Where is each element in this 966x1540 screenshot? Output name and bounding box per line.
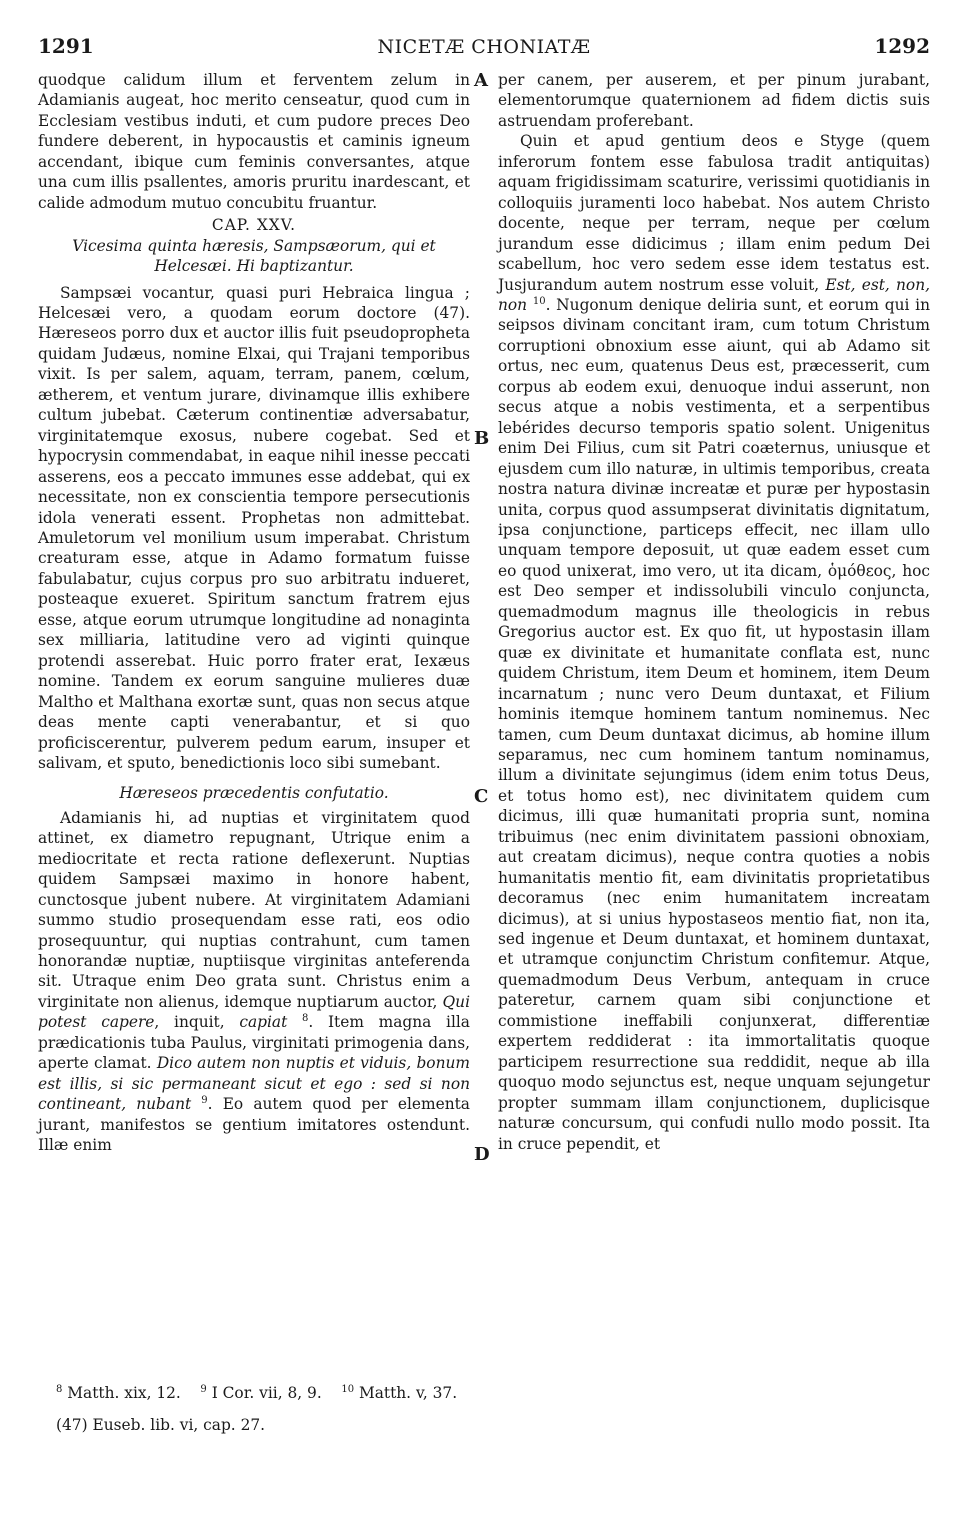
left-paragraph-1: quodque calidum illum et ferventem zelum in Adamianis augeat, hoc merito censeatur, quod cum in Ecclesiam vestibus induti, et cum pudore preces Deo fundere deberent, in hypocaustis et caminis igneum accendant, ibique cum feminis conversantes, atque una cum illis psallentes, amoris pruritu inardescant, et calide admodum mutuo concubitu fruantur.: [38, 71, 470, 212]
footnote-number: 10: [341, 1383, 355, 1395]
chapter-heading: CAP. XXV.: [211, 216, 297, 235]
text-segment: , inquit,: [154, 1013, 240, 1032]
text-segment: Quin et apud gentium deos e Styge (quem inferorum fontem esse fabulosa tradit antiquitas) aquam frigidissimam scaturire, verissimi quotidianis in colloquiis juramenti loco habebat. Nos autem Christo docente, neque per terram, neque per cœlum jurandum esse didicimus ; illam enim pedum Dei scabellum, hoc vero sedem esse idem testatus est. Jusjurandum autem nostrum esse voluit,: [498, 132, 930, 294]
footnote-ref-9[interactable]: 9: [201, 1095, 208, 1107]
left-paragraph-3: [38, 808, 470, 1156]
footnote-ref-10[interactable]: 10: [532, 295, 546, 307]
footnote-number: 8: [56, 1383, 63, 1395]
running-header: [38, 34, 930, 60]
quote-corinthians: Dico autem non nuptis et viduis, bonum est illis, si sic permaneant sicut et ego : sed si non contineant, nubant: [38, 1054, 470, 1114]
running-title: NICETÆ CHONIATÆ: [377, 36, 591, 58]
margin-letter-c: C: [474, 786, 489, 807]
margin-letter-a: A: [474, 70, 488, 91]
footnote-ref-8[interactable]: 8: [301, 1013, 309, 1025]
footnote-text: Matth. v, 37.: [358, 1384, 458, 1402]
quote-est-est: Est, est, non, non: [498, 275, 931, 314]
text-segment: . Item magna illa prædicationis tuba Paulus, virginitati primogenia dans, aperte clamat.: [38, 1013, 470, 1073]
quote-matthew: Qui potest capere: [38, 992, 470, 1032]
scripture-footnotes: [56, 1384, 457, 1402]
editor-footnote: (47) Euseb. lib. vi, cap. 27.: [56, 1416, 266, 1434]
left-paragraph-2: Sampsæi vocantur, quasi puri Hebraica lingua ; Helcesæi vero, a quodam eorum doctore (47). Hæreseos porro dux et auctor illis fuit pseudopropheta quidam Judæus, nomine Elxai, qui Trajani temporibus vixit. Is per salem, aquam, terram, panem, cœlum, ætherem, et ventum jurare, divinamque illis exhibere cultum jubebat. Cæterum continentiæ adversabatur, virginitatemque exosus, nubere cogebat. Sed et hypocrysin commendabat, in eaque nihil inesse peccati asserens, eos a peccato immunes esse addebat, qui ex necessitate, non ex conscientia tempore persecutionis idola venerati essent. Prophetas non admittebat. Amuletorum vel monilium usum imperabat. Christum creaturam esse, atque in Adamo formatum fuisse fabulabatur, cujus corpus pro suo arbitratu indueret, posteaque exueret. Spiritum sanctum fratrem ejus esse, atque eorum utrumque longitudine ad nonaginta sex milliaria, latitudine vero ad viginti quinque protendi asserebat. Huic porro frater erat, Iexæus nomine. Tandem ex eorum sanguine mulieres duæ Maltho et Malthana exortæ sunt, quas non secus atque deas mente capti venerabantur, et si quo proficiscerentur, pulverem pedum earum, insuper et salivam, et sputo, benedictionis loco sibi sumebant.: [38, 283, 470, 772]
quote-matthew-2: capiat: [239, 1013, 288, 1032]
right-paragraph-2: [498, 131, 930, 1154]
left-column: [38, 70, 470, 1156]
right-column: [498, 70, 930, 1154]
confutatio-heading: Hæreseos præcedentis confutatio.: [119, 784, 389, 803]
text-segment: . Nugonum denique deliria sunt, et eorum qui in seipsos divinam concitant iram, cum totum Christum corruptioni obnoxium esse aiunt, qui ab Adamo sit ortus, nec eum, quatenus Deus est, præcesserit, cum corpus ab eodem exui, denuoque indui asserunt, non secus atque a nobis vestimenta, et a serpentibus lebérides decurso temporis spatio solent. Unigenitus enim Dei Filius, cum sit Patri coæternus, uniusque et ejusdem cum illo naturæ, in ultimis temporibus, creata nostra natura divinæ increatæ et puræ per hypostasin unita, corpus quod assumpserat divinitatis dignitatum, ipsa conjunctione, particeps effecit, nec illam ullo unquam tempore deposuit, ut quæ eadem esset cum eo quod unixerat, imo vero, ut ita dicam, ὁμόθεος, hoc est Deo semper et indissolubili vinculo conjuncta, quemadmodum magnus ille theologicis in rebus Gregorius auctor est. Ex quo fit, ut hypostasin illam quæ ex divinitate et humanitate conflata est, nunc quidem Christum, item Deum et hominem, item Deum incarnatum ; nunc vero Deum duntaxat, et Filium hominis itemque hominem tantum nominemus. Nec tamen, cum Deum duntaxat dicimus, ab homine illum separamus, nec cum hominem tantum nominamus, illum a divinitate sejungimus (idem enim totus Deus, et totus homo est), nec divinitatem quidem cum dicimus, illi quæ humanitati propria sunt, nomina tribuimus (nec enim divinitatem passioni obnoxiam, aut creatam dicimus), neque contra quoties a nobis humanitatis mentio fit, eam divinitatis proprietatibus decoramus (nec enim humanitatem increatam dicimus), at si unius hypostaseos mentio fiat, non ita, sed ingenue et Deum duntaxat, et hominem duntaxat, et utramque conjunctim Christum confitemur. Atque, quemadmodum Deus Verbum, antequam in cruce pateretur, carnem quam sibi conjunctione et commistione ineffabili conjunxerat, differentiæ expertem reddiderat : ita immortalitatis quoque participem resurrectione sua reddidit, neque ab illa quoquo modo sejunctus est, neque unquam sejungetur propter summam illam conjunctionem, duplicisque naturæ concursum, qui confudi nullo modo possit. Ita in cruce pependit, et: [498, 295, 930, 1153]
chapter-subtitle: Vicesima quinta hæresis, Sampsæorum, qui et Helcesæi. Hi baptizantur.: [72, 236, 436, 276]
right-paragraph-1: per canem, per auserem, et per pinum jurabant, elementorumque quaternionem ad fidem dictis suis astruendam proferebant.: [498, 71, 930, 130]
footnote-text: I Cor. vii, 8, 9.: [211, 1384, 322, 1402]
text-segment: Adamianis hi, ad nuptias et virginitatem quod attinet, ex diametro repugnant, Utrique enim a mediocritate et recta ratione deflexerunt. Nuptias quidem Sampsæi maximo in honore habent, cunctosque jubent nubere. At virginitatem Adamiani summo studio prosequendam esse rati, eos odio prosequuntur, qui nuptias contrahunt, cum tamen honorandæ nuptiæ, nuptiisque virginitas anteferenda sit. Utraque enim Deo grata sunt. Christus enim a virginitate non alienus, idemque nuptiarum auctor,: [38, 808, 470, 1011]
margin-letter-d: D: [474, 1144, 490, 1165]
text-segment: . Eo autem quod per elementa jurant, manifestos se gentium imitatores ostendunt. Illæ enim: [38, 1095, 470, 1155]
footnote-number: 9: [200, 1383, 207, 1395]
page-number-right: 1292: [874, 34, 930, 58]
footnote-text: Matth. xix, 12.: [67, 1384, 181, 1402]
page-number-left: 1291: [38, 34, 94, 58]
margin-letter-b: B: [474, 428, 490, 449]
